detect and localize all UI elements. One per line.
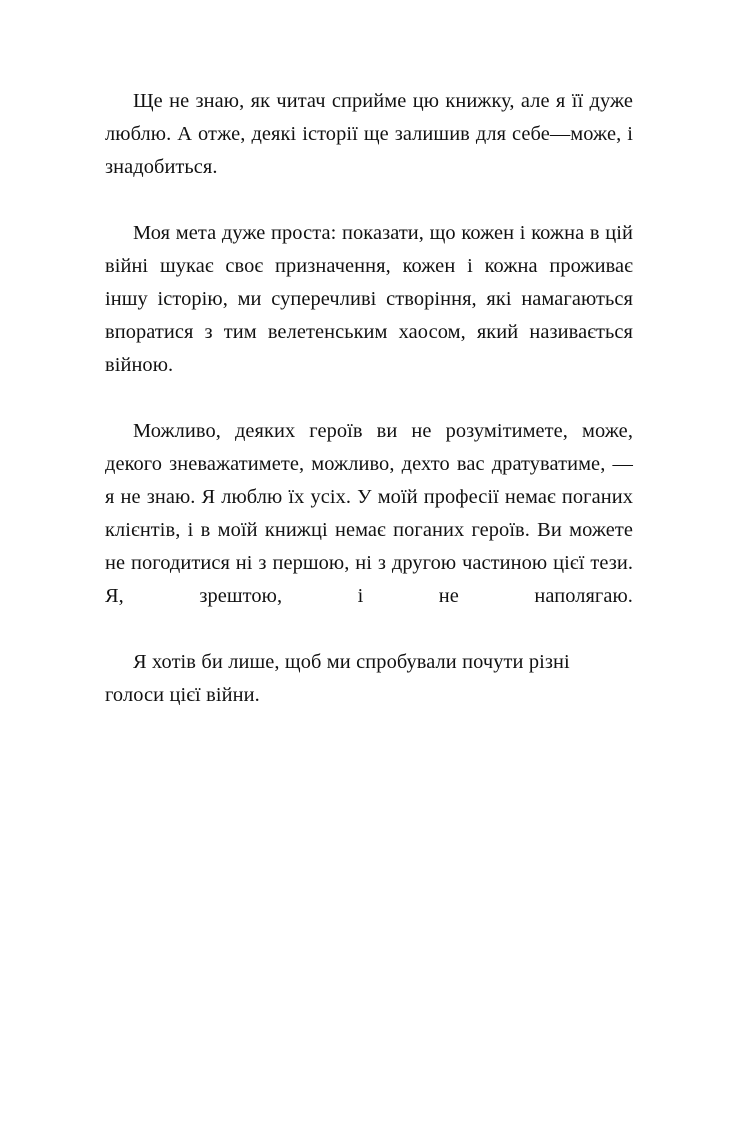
body-text-block [105,85,633,745]
paragraph-4: Я хотів би лише, щоб ми спробували почути різні голоси цієї війни. [105,651,570,706]
paragraph-2: Моя мета дуже проста: показати, що кожен і кожна в цій війні шукає своє призначення, кожен і кожна проживає іншу історію, ми суперечливі створіння, які намагаються впоратися з тим велетенським хаосом, який називається війною. [105,222,633,376]
paragraph-3: Можливо, деяких героїв ви не розумітимете, може, декого зневажатимете, можливо, дехто вас дратуватиме, — я не знаю. Я люблю їх усіх. У моїй професії немає поганих клієнтів, і в моїй книжці немає поганих героїв. Ви можете не погодитися ні з першою, ні з другою частиною цієї тези. Я, зрештою, і не наполягаю. [105,420,633,607]
paragraph-1: Ще не знаю, як читач сприйме цю книжку, але я її дуже люблю. А отже, деякі історії ще залишив для себе—може, і знадобиться. [105,90,633,178]
